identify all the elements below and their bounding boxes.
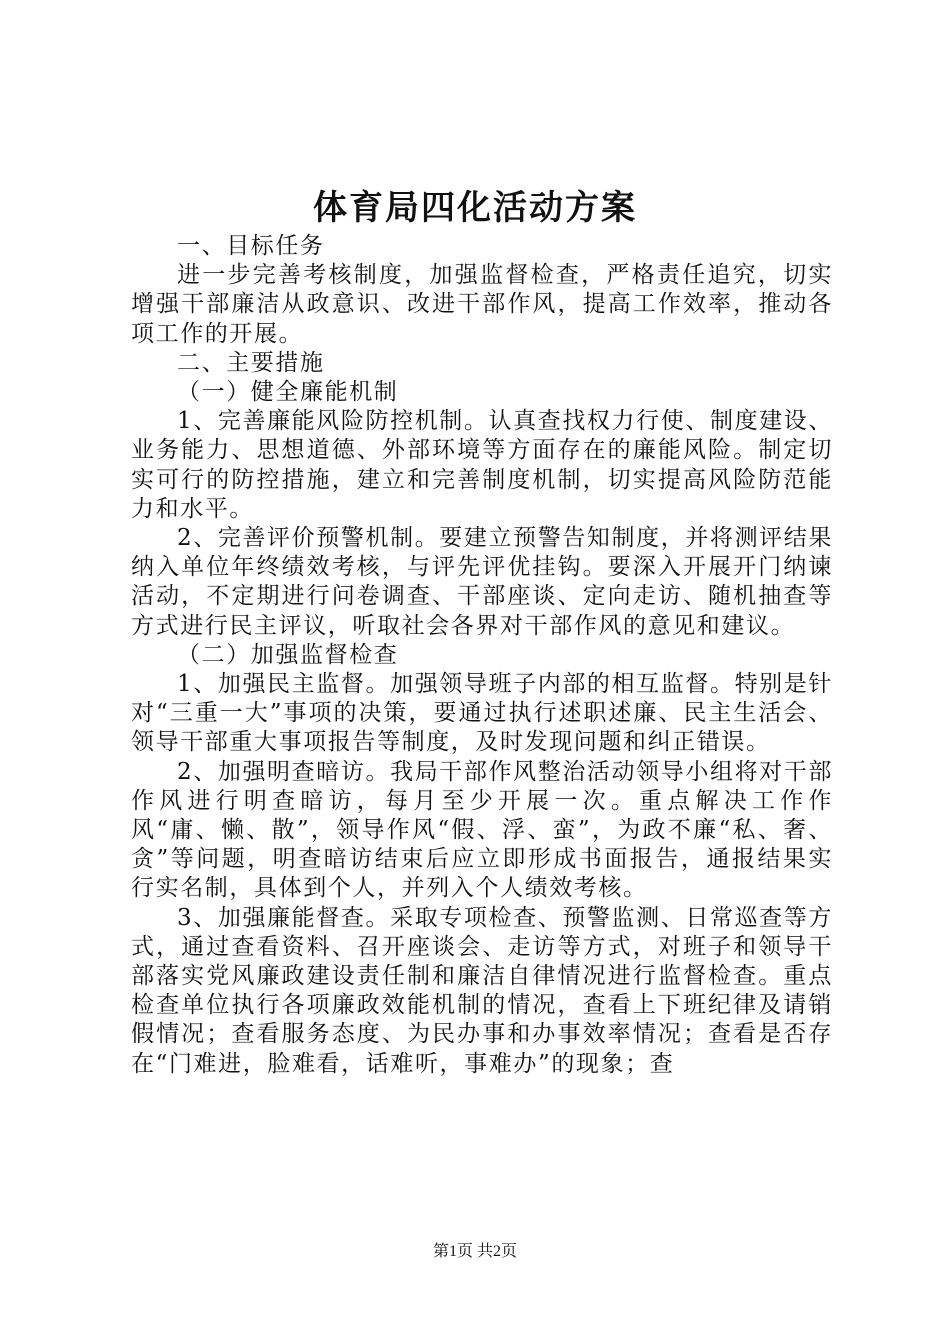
- paragraph-risk-control: 1、完善廉能风险防控机制。认真查找权力行使、制度建设、业务能力、思想道德、外部环境等方面存在的廉能风险。制定切实可行的防控措施，建立和完善制度机制，切实提高风险防范能力和水平。: [131, 408, 833, 522]
- subheading-supervision: （二）加强监督检查: [177, 641, 399, 668]
- page-footer: 第1页 共2页: [432, 1243, 517, 1260]
- paragraph-democratic-supervision: 1、加强民主监督。加强领导班子内部的相互监督。特别是针对“三重一大”事项的决策，要通过执行述职述廉、民主生活会、领导干部重大事项报告等制度，及时发现问题和纠正错误。: [131, 671, 833, 756]
- section-heading-measures: 二、主要措施: [177, 349, 325, 376]
- paragraph-inspection: 2、加强明查暗访。我局干部作风整治活动领导小组将对干部作风进行明查暗访，每月至少开展一次。重点解决工作作风“庸、懒、散”，领导作风“假、浮、蛮”，为政不廉“私、奢、贪”等问题，明查暗访结束后应立即形成书面报告，通报结果实行实名制，具体到个人，并列入个人绩效考核。: [131, 758, 833, 902]
- document-body: [131, 232, 833, 1079]
- document-title: 体育局四化活动方案: [313, 188, 637, 228]
- paragraph-goals: 进一步完善考核制度，加强监督检查，严格责任追究，切实增强干部廉洁从政意识、改进干部作风，提高工作效率，推动各项工作的开展。: [131, 262, 833, 347]
- section-heading-goals: 一、目标任务: [177, 233, 325, 259]
- paragraph-evaluation-warning: 2、完善评价预警机制。要建立预警告知制度，并将测评结果纳入单位年终绩效考核，与评先评优挂钩。要深入开展开门纳谏活动，不定期进行问卷调查、干部座谈、定向走访、随机抽查等方式进行民主评议，听取社会各界对干部作风的意见和建议。: [131, 525, 833, 639]
- paragraph-efficiency-supervision: 3、加强廉能督查。采取专项检查、预警监测、日常巡查等方式，通过查看资料、召开座谈会、走访等方式，对班子和领导干部落实党风廉政建设责任制和廉洁自律情况进行监督检查。重点检查单位执行各项廉政效能机制的情况，查看上下班纪律及请销假情况；查看服务态度、为民办事和办事效率情况；查看是否存在“门难进，脸难看，话难听，事难办”的现象；查: [131, 904, 833, 1077]
- subheading-mechanism: （一）健全廉能机制: [177, 379, 399, 406]
